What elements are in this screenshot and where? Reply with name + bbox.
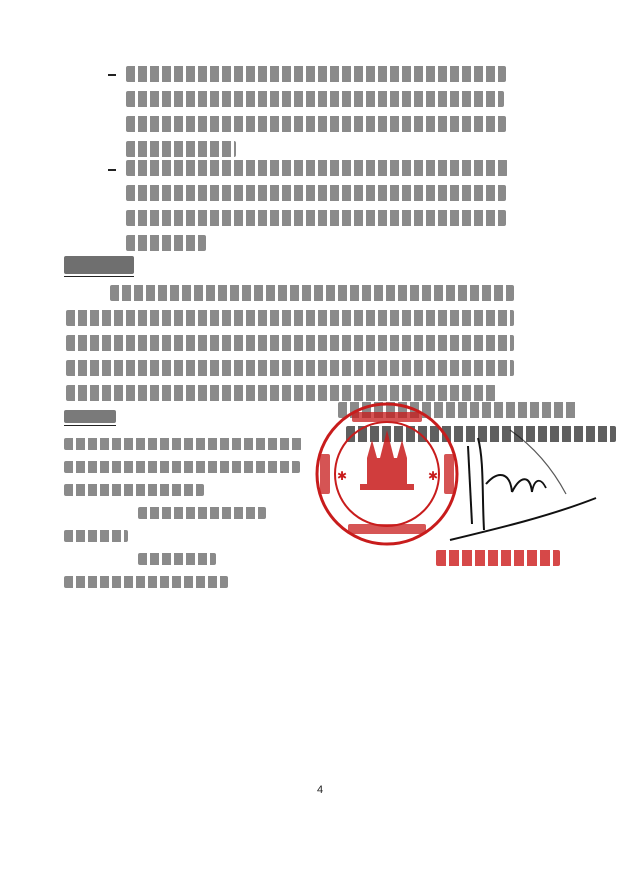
recipients-heading-underline <box>64 425 116 426</box>
bullet-1-line-2 <box>126 91 504 107</box>
article-7-heading-underline <box>64 276 134 277</box>
bullet-1-line-3 <box>126 116 506 132</box>
article-7-line-3 <box>66 335 514 351</box>
article-7-line-2 <box>66 310 514 326</box>
recipient-line-7 <box>64 576 228 588</box>
article-7-line-4 <box>66 360 514 376</box>
signatory-name <box>436 550 560 566</box>
bullet-2-line-4 <box>126 235 206 251</box>
article-7-heading <box>64 256 134 274</box>
svg-text:✱: ✱ <box>337 469 348 483</box>
bullet-2-line-2 <box>126 185 506 201</box>
recipient-line-1 <box>64 438 302 450</box>
recipient-line-6 <box>138 553 216 565</box>
bullet-1-line-4 <box>126 141 236 157</box>
recipients-heading <box>64 410 116 423</box>
svg-text:✱: ✱ <box>428 469 439 483</box>
recipient-line-4 <box>138 507 266 519</box>
bullet-1-line-1 <box>126 66 506 82</box>
recipient-line-3 <box>64 484 204 496</box>
bullet-dash-2 <box>108 169 116 171</box>
bullet-2-line-1 <box>126 160 508 176</box>
bullet-dash-1 <box>108 74 116 76</box>
recipient-line-2 <box>64 461 300 473</box>
recipient-line-5 <box>64 530 128 542</box>
bullet-2-line-3 <box>126 210 506 226</box>
article-7-line-1 <box>110 285 514 301</box>
page-number: 4 <box>316 784 324 796</box>
